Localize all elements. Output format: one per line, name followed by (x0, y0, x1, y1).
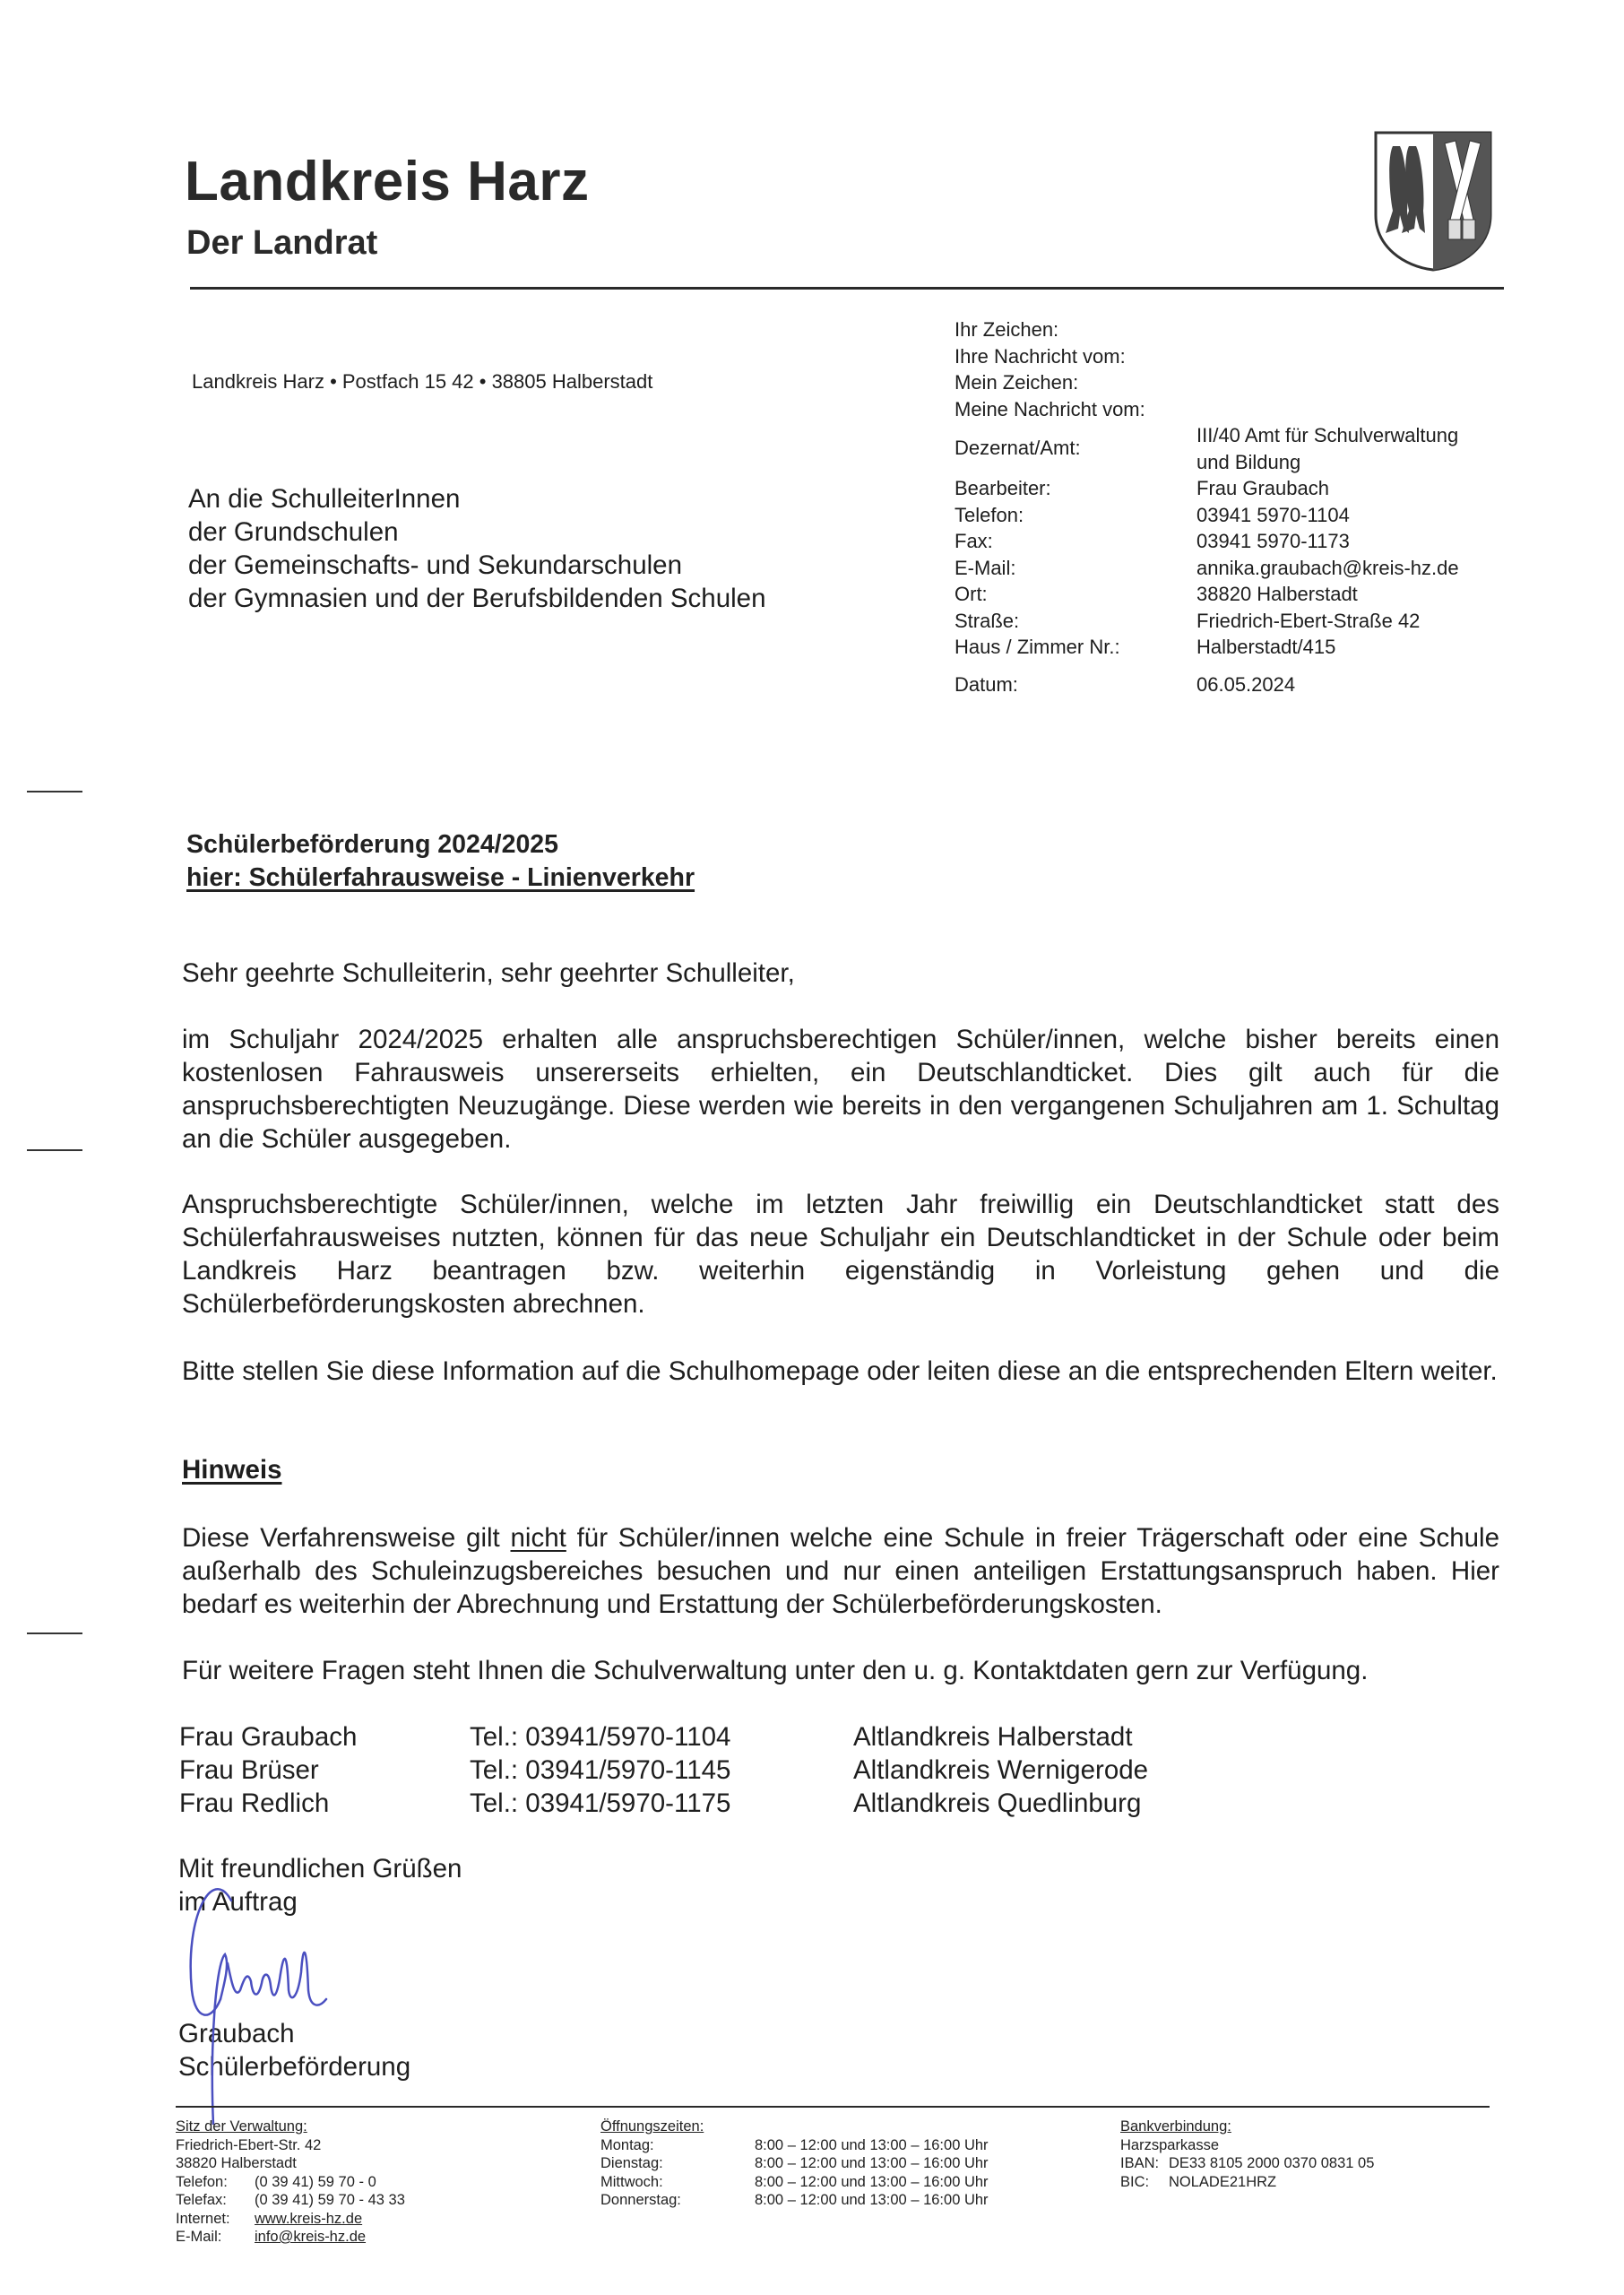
info-label: Ihr Zeichen: (955, 318, 1059, 341)
footer-value: (0 39 41) 59 70 - 43 33 (255, 2192, 405, 2208)
authority-title: Landkreis Harz (185, 151, 590, 212)
contact-phone: Tel.: 03941/5970-1104 (470, 1722, 731, 1752)
recipient-line: An die SchulleiterInnen (188, 484, 461, 514)
subject-line: Schülerbeförderung 2024/2025 (186, 830, 559, 859)
footer-key: E-Mail: (176, 2229, 222, 2245)
handwritten-signature (176, 1865, 382, 2125)
info-label: Ihre Nachricht vom: (955, 344, 1126, 368)
footer-row (176, 2191, 405, 2210)
recipient-line: der Grundschulen (188, 517, 399, 547)
notice-text: Diese Verfahrensweise gilt (182, 1523, 511, 1553)
footer-street: Friedrich-Ebert-Str. 42 (176, 2136, 322, 2153)
return-address: Landkreis Harz • Postfach 15 42 • 38805 Halberstadt (192, 370, 653, 393)
footer-value: 8:00 – 12:00 und 13:00 – 16:00 Uhr (755, 2173, 989, 2190)
info-value-date: 06.05.2024 (1196, 672, 1296, 696)
footer-key: Dienstag: (600, 2155, 663, 2171)
body-paragraph: Anspruchsberechtigte Schüler/innen, welche im letzten Jahr freiwillig ein Deutschlandticket statt des Schülerfahrausweises nutzten, können für das neue Schuljahr ein Deutschlandticket in der Schule oder beim Landkreis Harz beantragen bzw. weiterhin eigenständig in Vorleistung gehen und die Schülerbeförderungskosten abrechnen. (182, 1190, 1499, 1319)
signer-name: Graubach (178, 2019, 295, 2048)
footer-heading: Öffnungszeiten: (600, 2118, 704, 2135)
footer-row (600, 2154, 989, 2173)
info-value: 38820 Halberstadt (1196, 583, 1358, 605)
recipient-line: der Gemeinschafts- und Sekundarschulen (188, 550, 682, 580)
notice-paragraph (182, 1521, 1499, 1621)
info-label: Meine Nachricht vom: (955, 397, 1145, 420)
info-value: Friedrich-Ebert-Straße 42 (1196, 609, 1421, 632)
closing-greeting: Mit freundlichen Grüßen (178, 1854, 462, 1884)
notice-emphasis: nicht (510, 1523, 566, 1553)
authority-subtitle: Der Landrat (186, 224, 378, 262)
contact-phone: Tel.: 03941/5970-1175 (470, 1788, 731, 1818)
body-paragraph: im Schuljahr 2024/2025 erhalten alle anspruchsberechtigen Schüler/innen, welche bisher bereits einen kostenlosen Fahrausweis unsererseits erhielten, ein Deutschlandticket. Dies gilt auch für die anspruchsberechtigten Neuzugänge. Diese werden wie bereits in den vergangenen Schuljahren am 1. Schultag an die Schüler ausgegeben. (182, 1025, 1499, 1154)
footer-row (600, 2136, 989, 2155)
contact-name: Frau Graubach (179, 1722, 358, 1752)
footer-row (600, 2191, 989, 2210)
website-link[interactable]: www.kreis-hz.de (255, 2210, 363, 2227)
email-link[interactable]: info@kreis-hz.de (255, 2229, 367, 2245)
footer-administration (176, 2117, 405, 2247)
info-label: Straße: (955, 609, 1020, 632)
recipient-address (188, 482, 766, 615)
footer-row (1120, 2154, 1375, 2173)
info-value-line: und Bildung (1196, 450, 1301, 473)
contact-name: Frau Redlich (179, 1788, 330, 1818)
footer-bank-name: Harzsparkasse (1120, 2136, 1220, 2153)
footer-key: Telefax: (176, 2192, 227, 2208)
info-value: 03941 5970-1104 (1196, 503, 1350, 526)
footer-key: Mittwoch: (600, 2173, 663, 2190)
footer-row (176, 2228, 367, 2247)
footer-key: Internet: (176, 2210, 230, 2227)
info-value: Halberstadt/415 (1196, 636, 1336, 658)
info-label: Haus / Zimmer Nr.: (955, 636, 1120, 658)
footer-row (176, 2210, 363, 2229)
notice-text: für Schüler/innen welche eine Schule in freier Trägerschaft oder eine Schule außerhalb des Schuleinzugsbereiches besuchen und nur einen anteiligen Erstattungsanspruch haben. Hier bedarf es weiterhin der Abrechnung und Erstattung der Schülerbeförderungskosten. (182, 1523, 1499, 1619)
info-value: 03941 5970-1173 (1196, 530, 1350, 552)
info-label: Telefon: (955, 503, 1024, 526)
punch-mark (27, 1149, 82, 1151)
footer-city: 38820 Halberstadt (176, 2155, 297, 2171)
header-divider (190, 287, 1504, 290)
footer-value: 8:00 – 12:00 und 13:00 – 16:00 Uhr (755, 2192, 989, 2208)
further-questions: Für weitere Fragen steht Ihnen die Schulverwaltung unter den u. g. Kontaktdaten gern zur Verfügung. (182, 1656, 1369, 1685)
info-label: Dezernat/Amt: (955, 437, 1081, 459)
footer-value: DE33 8105 2000 0370 0831 05 (1169, 2155, 1375, 2171)
footer-bank-details (1120, 2117, 1375, 2191)
contact-area: Altlandkreis Wernigerode (853, 1755, 1149, 1785)
footer-key: BIC: (1120, 2173, 1150, 2190)
info-value-email[interactable]: annika.graubach@kreis-hz.de (1196, 556, 1459, 579)
footer-key: IBAN: (1120, 2155, 1160, 2171)
info-label: Ort: (955, 583, 988, 605)
footer-value: 8:00 – 12:00 und 13:00 – 16:00 Uhr (755, 2155, 989, 2171)
contact-phone: Tel.: 03941/5970-1145 (470, 1755, 731, 1785)
info-value: Frau Graubach (1196, 477, 1329, 499)
footer-divider (176, 2106, 1490, 2108)
footer-row (600, 2173, 989, 2192)
notice-heading: Hinweis (182, 1455, 282, 1485)
footer-value: (0 39 41) 59 70 - 0 (255, 2173, 376, 2190)
contact-name: Frau Brüser (179, 1755, 319, 1785)
footer-key: Donnerstag: (600, 2192, 681, 2208)
footer-key: Montag: (600, 2136, 654, 2153)
closing-on-behalf: im Auftrag (178, 1887, 298, 1917)
info-value (1196, 422, 1458, 475)
salutation: Sehr geehrte Schulleiterin, sehr geehrter Schulleiter, (182, 958, 795, 988)
contact-area: Altlandkreis Halberstadt (853, 1722, 1133, 1752)
footer-heading: Sitz der Verwaltung: (176, 2118, 307, 2135)
footer-row (176, 2173, 376, 2192)
fold-mark (27, 791, 82, 792)
contact-area: Altlandkreis Quedlinburg (853, 1788, 1142, 1818)
info-label: Bearbeiter: (955, 477, 1051, 499)
footer-key: Telefon: (176, 2173, 228, 2190)
footer-heading: Bankverbindung: (1120, 2118, 1231, 2135)
coat-of-arms-icon (1373, 130, 1493, 272)
info-value-line: III/40 Amt für Schulverwaltung (1196, 424, 1459, 446)
recipient-line: der Gymnasien und der Berufsbildenden Schulen (188, 584, 766, 613)
subject-reference-line: hier: Schülerfahrausweise - Linienverkehr (186, 863, 695, 892)
body-paragraph: Bitte stellen Sie diese Information auf die Schulhomepage oder leiten diese an die entsprechenden Eltern weiter. (182, 1356, 1498, 1386)
info-label: Datum: (955, 672, 1018, 696)
info-label: E-Mail: (955, 556, 1016, 579)
signer-department: Schülerbeförderung (178, 2052, 411, 2082)
fold-mark (27, 1632, 82, 1634)
info-label: Fax: (955, 530, 993, 552)
footer-value: 8:00 – 12:00 und 13:00 – 16:00 Uhr (755, 2136, 989, 2153)
letter-subject (186, 828, 695, 895)
footer-opening-hours (600, 2117, 989, 2210)
footer-value: NOLADE21HRZ (1169, 2173, 1277, 2190)
info-label: Mein Zeichen: (955, 371, 1079, 394)
footer-row (1120, 2173, 1277, 2192)
